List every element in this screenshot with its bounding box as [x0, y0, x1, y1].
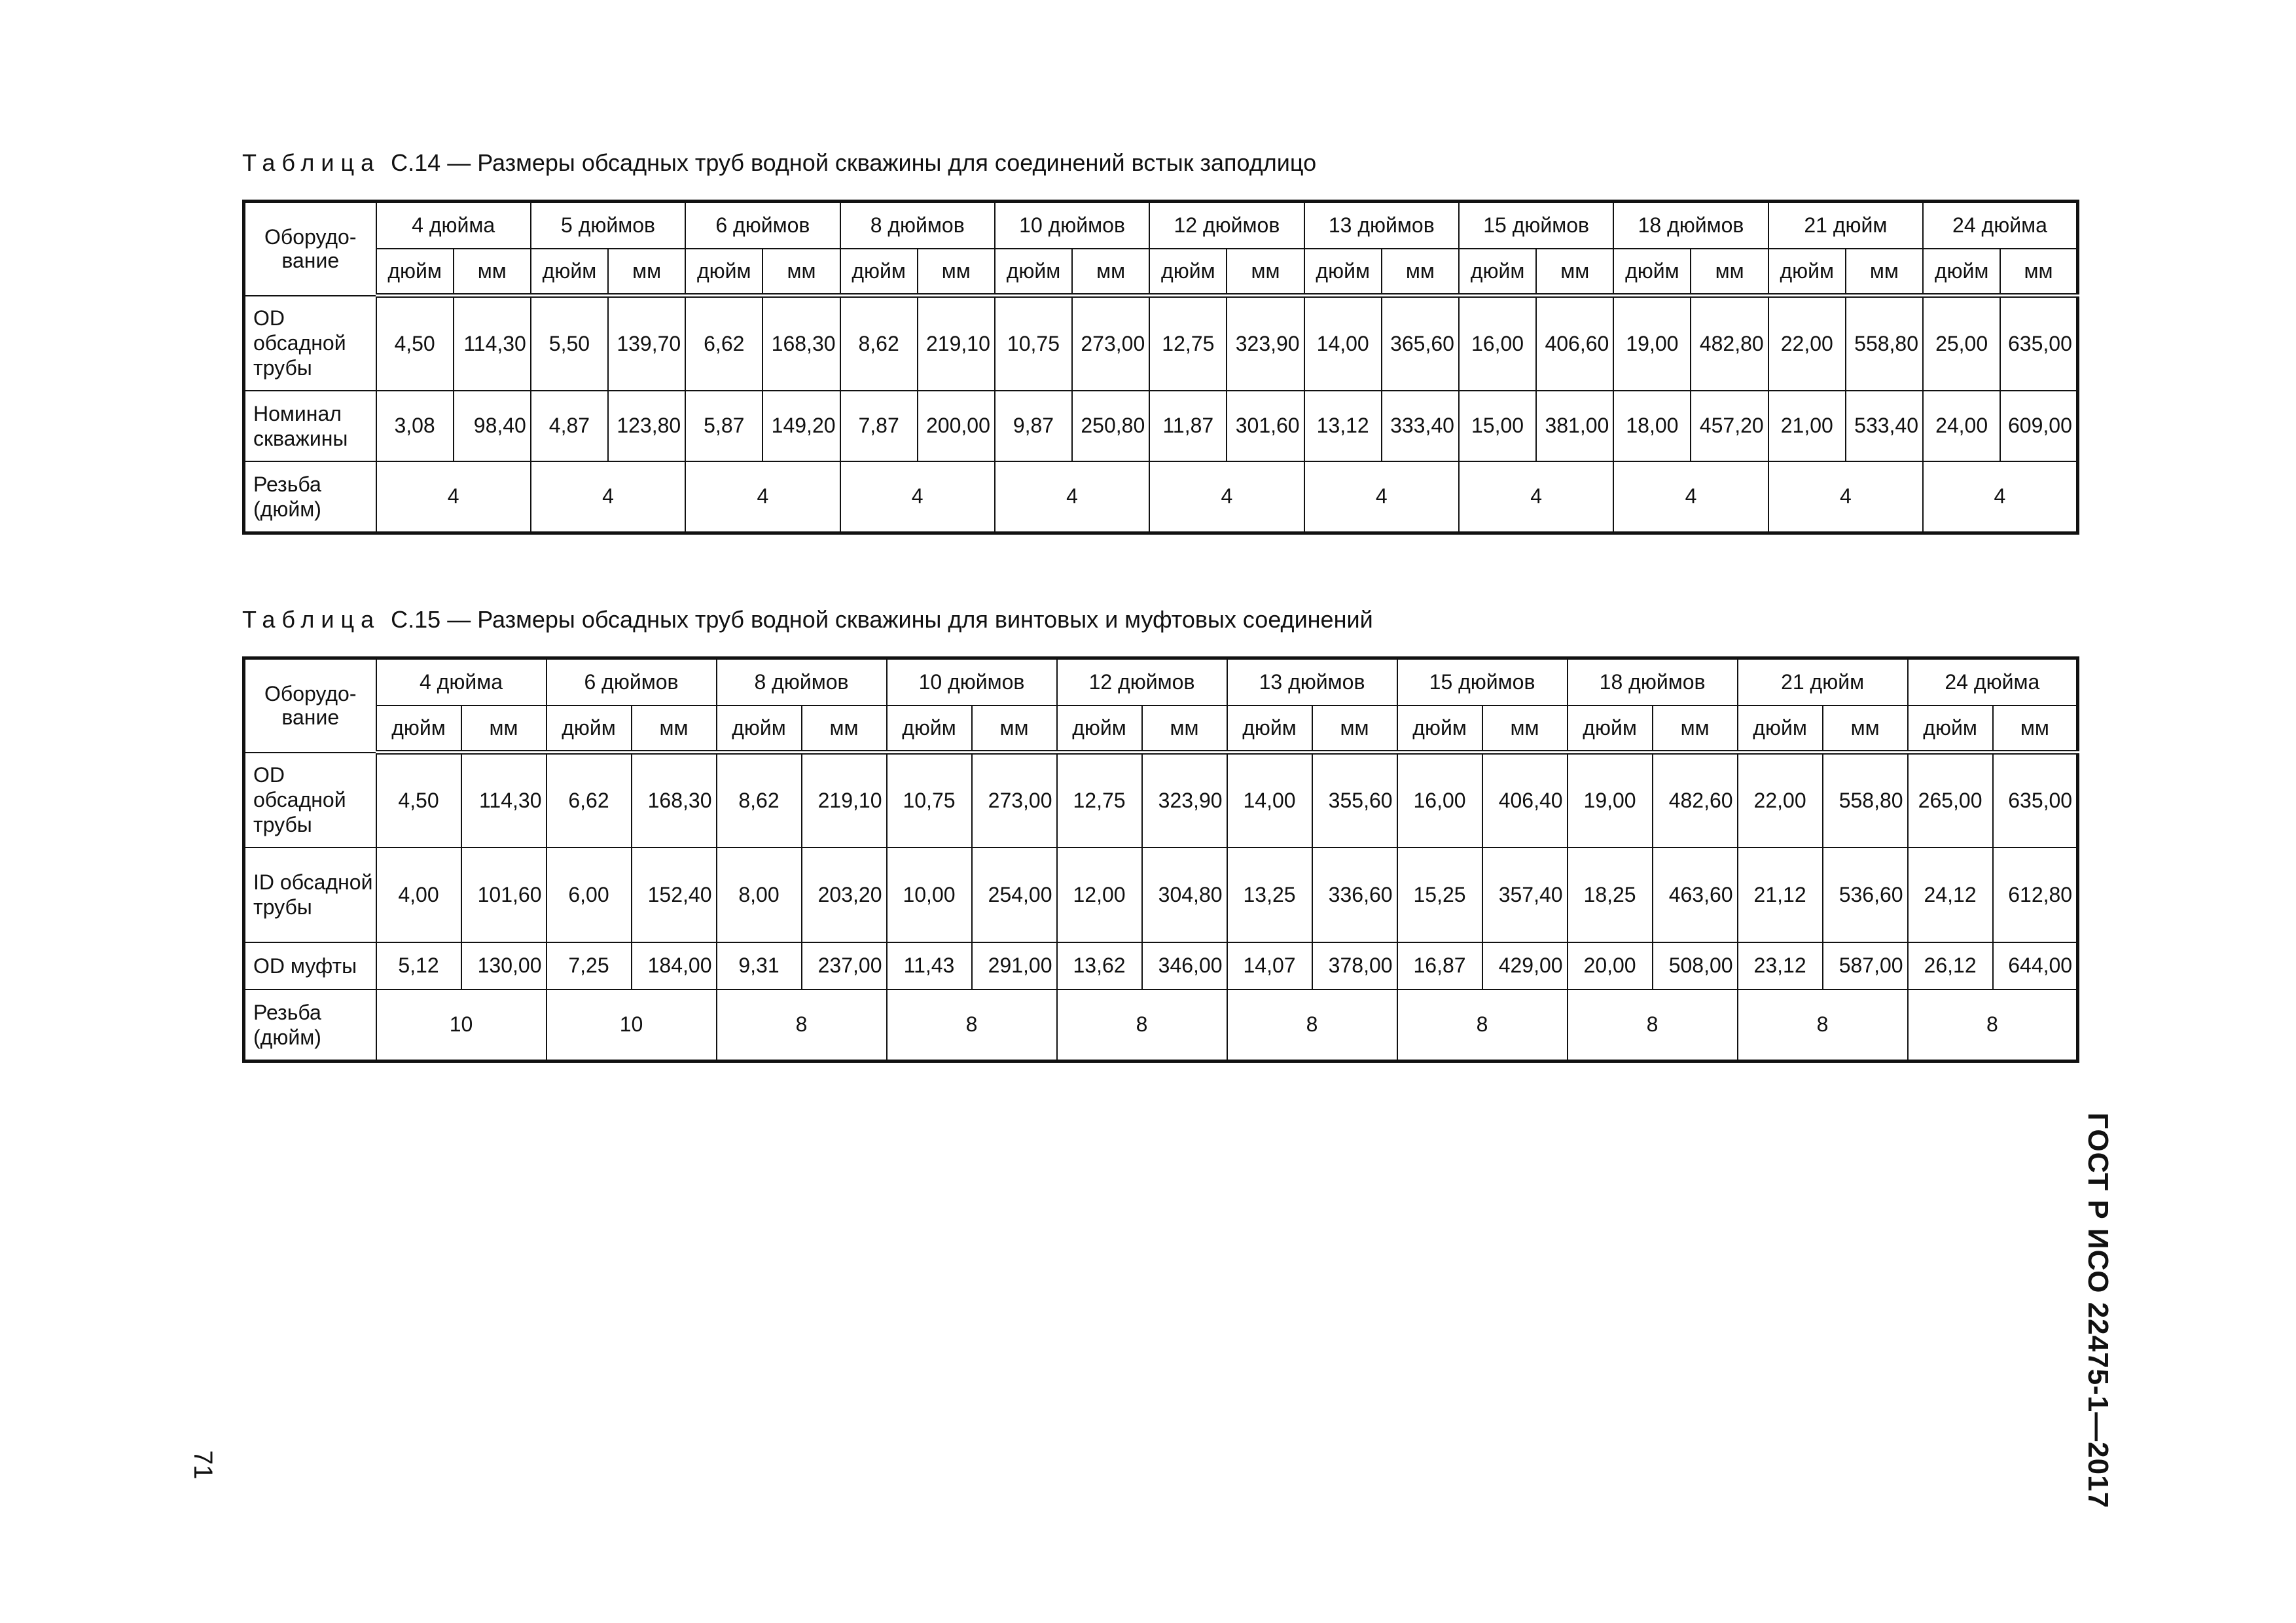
- table-cell: 4: [1149, 461, 1304, 533]
- size-header: 18 дюймов: [1568, 658, 1738, 705]
- table-cell: 15,00: [1459, 391, 1536, 461]
- unit-inch-header: дюйм: [1149, 249, 1227, 296]
- table-cell: 558,80: [1846, 296, 1923, 391]
- unit-mm-header: мм: [1382, 249, 1459, 296]
- table-cell: 8: [1057, 990, 1227, 1061]
- table-cell: 219,10: [802, 753, 887, 847]
- table-cell: 254,00: [972, 847, 1057, 942]
- table-cell: 323,90: [1142, 753, 1227, 847]
- table-cell: 357,40: [1482, 847, 1568, 942]
- unit-inch-header: дюйм: [1923, 249, 2000, 296]
- size-header: 10 дюймов: [887, 658, 1057, 705]
- table-cell: 10,00: [887, 847, 972, 942]
- table-cell: 184,00: [632, 942, 717, 990]
- unit-inch-header: дюйм: [1613, 249, 1691, 296]
- row-label: OD обсадной трубы: [244, 753, 376, 847]
- unit-inch-header: дюйм: [531, 249, 608, 296]
- unit-inch-header: дюйм: [1768, 249, 1846, 296]
- table-cell: 482,80: [1691, 296, 1768, 391]
- table-cell: 168,30: [632, 753, 717, 847]
- table-cell: 13,62: [1057, 942, 1142, 990]
- table-row: [244, 847, 2078, 942]
- table-cell: 203,20: [802, 847, 887, 942]
- table-cell: 26,12: [1908, 942, 1993, 990]
- table-cell: 23,12: [1738, 942, 1823, 990]
- table-14-caption-label: Таблица: [242, 149, 381, 176]
- unit-inch-header: дюйм: [1568, 705, 1653, 753]
- table-cell: 4,87: [531, 391, 608, 461]
- size-header: 6 дюймов: [685, 202, 840, 249]
- unit-mm-header: мм: [1536, 249, 1613, 296]
- size-header: 8 дюймов: [717, 658, 887, 705]
- table-cell: 4,50: [376, 296, 454, 391]
- table-cell: 130,00: [461, 942, 547, 990]
- table-cell: 355,60: [1312, 753, 1397, 847]
- table-cell: 4,50: [376, 753, 461, 847]
- table-15: [242, 656, 2079, 1063]
- table-cell: 4: [1923, 461, 2077, 533]
- table-row: [244, 461, 2078, 533]
- table-cell: 15,25: [1397, 847, 1482, 942]
- unit-mm-header: мм: [1482, 705, 1568, 753]
- size-header: 4 дюйма: [376, 658, 547, 705]
- table-cell: 6,62: [547, 753, 632, 847]
- size-header: 13 дюймов: [1304, 202, 1459, 249]
- unit-mm-header: мм: [918, 249, 995, 296]
- table-cell: 4: [531, 461, 685, 533]
- size-header: 24 дюйма: [1923, 202, 2077, 249]
- unit-mm-header: мм: [762, 249, 840, 296]
- table-14-caption-text: С.14 — Размеры обсадных труб водной скважины для соединений встык заподлицо: [391, 149, 1317, 176]
- table-cell: 25,00: [1923, 296, 2000, 391]
- size-header: 13 дюймов: [1227, 658, 1397, 705]
- table-cell: 333,40: [1382, 391, 1459, 461]
- table-cell: 8: [1908, 990, 2078, 1061]
- row-label: OD муфты: [244, 942, 376, 990]
- table-cell: 5,87: [685, 391, 762, 461]
- table-cell: 381,00: [1536, 391, 1613, 461]
- unit-mm-header: мм: [461, 705, 547, 753]
- table-cell: 149,20: [762, 391, 840, 461]
- size-header: 24 дюйма: [1908, 658, 2078, 705]
- table-cell: 16,00: [1397, 753, 1482, 847]
- unit-inch-header: дюйм: [1738, 705, 1823, 753]
- table-cell: 4: [1613, 461, 1768, 533]
- size-header: 15 дюймов: [1397, 658, 1568, 705]
- table-cell: 6,00: [547, 847, 632, 942]
- table-cell: 8: [887, 990, 1057, 1061]
- table-cell: 22,00: [1738, 753, 1823, 847]
- table-cell: 20,00: [1568, 942, 1653, 990]
- table-cell: 301,60: [1227, 391, 1304, 461]
- table-cell: 12,75: [1057, 753, 1142, 847]
- table-cell: 5,50: [531, 296, 608, 391]
- table-cell: 21,12: [1738, 847, 1823, 942]
- table-cell: 336,60: [1312, 847, 1397, 942]
- table-cell: 8: [717, 990, 887, 1061]
- unit-mm-header: мм: [1072, 249, 1149, 296]
- table-cell: 10: [547, 990, 717, 1061]
- table-cell: 6,62: [685, 296, 762, 391]
- size-header: 10 дюймов: [995, 202, 1149, 249]
- table-cell: 14,00: [1227, 753, 1312, 847]
- table-cell: 14,07: [1227, 942, 1312, 990]
- unit-inch-header: дюйм: [376, 249, 454, 296]
- unit-mm-header: мм: [802, 705, 887, 753]
- unit-mm-header: мм: [1993, 705, 2078, 753]
- unit-inch-header: дюйм: [887, 705, 972, 753]
- table-cell: 12,00: [1057, 847, 1142, 942]
- row-label: Резьба (дюйм): [244, 461, 376, 533]
- size-header: 6 дюймов: [547, 658, 717, 705]
- table-cell: 4: [376, 461, 531, 533]
- table-cell: 635,00: [1993, 753, 2078, 847]
- table-cell: 4: [1768, 461, 1923, 533]
- table-cell: 24,00: [1923, 391, 2000, 461]
- table-cell: 8,00: [717, 847, 802, 942]
- table-row: [244, 942, 2078, 990]
- table-cell: 16,87: [1397, 942, 1482, 990]
- table-cell: 8: [1568, 990, 1738, 1061]
- table-cell: 4: [840, 461, 995, 533]
- unit-mm-header: мм: [1142, 705, 1227, 753]
- unit-mm-header: мм: [632, 705, 717, 753]
- table-cell: 250,80: [1072, 391, 1149, 461]
- table-cell: 4: [995, 461, 1149, 533]
- table-cell: 21,00: [1768, 391, 1846, 461]
- table-cell: 19,00: [1568, 753, 1653, 847]
- table-cell: 13,12: [1304, 391, 1382, 461]
- table-cell: 101,60: [461, 847, 547, 942]
- table-15-caption-label: Таблица: [242, 606, 381, 633]
- table-cell: 11,43: [887, 942, 972, 990]
- table-cell: 8,62: [840, 296, 918, 391]
- unit-mm-header: мм: [1227, 249, 1304, 296]
- size-header: 18 дюймов: [1613, 202, 1768, 249]
- size-header: 5 дюймов: [531, 202, 685, 249]
- table-cell: 22,00: [1768, 296, 1846, 391]
- table-cell: 4,00: [376, 847, 461, 942]
- size-header: 8 дюймов: [840, 202, 995, 249]
- size-header: 12 дюймов: [1149, 202, 1304, 249]
- table-cell: 19,00: [1613, 296, 1691, 391]
- table-cell: 7,25: [547, 942, 632, 990]
- table-cell: 406,40: [1482, 753, 1568, 847]
- table-cell: 4: [685, 461, 840, 533]
- table-cell: 587,00: [1823, 942, 1908, 990]
- size-header: 21 дюйм: [1738, 658, 1908, 705]
- equipment-header: Оборудо-вание: [244, 658, 376, 753]
- table-cell: 12,75: [1149, 296, 1227, 391]
- table-cell: 219,10: [918, 296, 995, 391]
- table-14: [242, 200, 2079, 535]
- table-cell: 13,25: [1227, 847, 1312, 942]
- unit-inch-header: дюйм: [685, 249, 762, 296]
- page-number: 71: [188, 1450, 217, 1480]
- table-cell: 18,25: [1568, 847, 1653, 942]
- table-cell: 482,60: [1653, 753, 1738, 847]
- row-label: OD обсадной трубы: [244, 296, 376, 391]
- table-cell: 609,00: [2000, 391, 2077, 461]
- table-cell: 10,75: [995, 296, 1072, 391]
- table-cell: 9,31: [717, 942, 802, 990]
- unit-mm-header: мм: [1653, 705, 1738, 753]
- table-cell: 168,30: [762, 296, 840, 391]
- unit-mm-header: мм: [1312, 705, 1397, 753]
- unit-mm-header: мм: [2000, 249, 2077, 296]
- table-15-caption-text: С.15 — Размеры обсадных труб водной скважины для винтовых и муфтовых соединений: [391, 606, 1373, 633]
- table-cell: 457,20: [1691, 391, 1768, 461]
- table-cell: 536,60: [1823, 847, 1908, 942]
- table-cell: 16,00: [1459, 296, 1536, 391]
- row-label: Резьба (дюйм): [244, 990, 376, 1061]
- table-cell: 273,00: [972, 753, 1057, 847]
- table-cell: 9,87: [995, 391, 1072, 461]
- table-cell: 114,30: [461, 753, 547, 847]
- table-cell: 273,00: [1072, 296, 1149, 391]
- table-row: [244, 753, 2078, 847]
- table-cell: 8: [1738, 990, 1908, 1061]
- table-cell: 463,60: [1653, 847, 1738, 942]
- unit-inch-header: дюйм: [1057, 705, 1142, 753]
- size-header: 21 дюйм: [1768, 202, 1923, 249]
- table-cell: 4: [1304, 461, 1459, 533]
- table-cell: 24,12: [1908, 847, 1993, 942]
- table-cell: 508,00: [1653, 942, 1738, 990]
- table-row: [244, 296, 2078, 391]
- table-cell: 429,00: [1482, 942, 1568, 990]
- unit-mm-header: мм: [972, 705, 1057, 753]
- table-cell: 533,40: [1846, 391, 1923, 461]
- unit-mm-header: мм: [608, 249, 685, 296]
- table-cell: 304,80: [1142, 847, 1227, 942]
- table-cell: 7,87: [840, 391, 918, 461]
- table-cell: 644,00: [1993, 942, 2078, 990]
- table-cell: 3,08: [376, 391, 454, 461]
- table-row: [244, 391, 2078, 461]
- table-cell: 291,00: [972, 942, 1057, 990]
- table-cell: 265,00: [1908, 753, 1993, 847]
- unit-inch-header: дюйм: [840, 249, 918, 296]
- unit-inch-header: дюйм: [1397, 705, 1482, 753]
- unit-mm-header: мм: [1691, 249, 1768, 296]
- table-cell: 346,00: [1142, 942, 1227, 990]
- row-label: ID обсадной трубы: [244, 847, 376, 942]
- table-cell: 11,87: [1149, 391, 1227, 461]
- size-header: 4 дюйма: [376, 202, 531, 249]
- table-cell: 406,60: [1536, 296, 1613, 391]
- table-cell: 18,00: [1613, 391, 1691, 461]
- table-14-caption: [242, 149, 1316, 177]
- unit-mm-header: мм: [454, 249, 531, 296]
- row-label: Номинал скважины: [244, 391, 376, 461]
- table-cell: 612,80: [1993, 847, 2078, 942]
- size-header: 15 дюймов: [1459, 202, 1613, 249]
- unit-inch-header: дюйм: [376, 705, 461, 753]
- table-cell: 5,12: [376, 942, 461, 990]
- unit-mm-header: мм: [1846, 249, 1923, 296]
- unit-inch-header: дюйм: [1304, 249, 1382, 296]
- unit-inch-header: дюйм: [1459, 249, 1536, 296]
- table-cell: 378,00: [1312, 942, 1397, 990]
- table-15-caption: [242, 606, 1373, 633]
- table-cell: 4: [1459, 461, 1613, 533]
- table-cell: 139,70: [608, 296, 685, 391]
- table-cell: 10,75: [887, 753, 972, 847]
- unit-inch-header: дюйм: [995, 249, 1072, 296]
- table-row: [244, 990, 2078, 1061]
- table-cell: 123,80: [608, 391, 685, 461]
- table-cell: 365,60: [1382, 296, 1459, 391]
- size-header: 12 дюймов: [1057, 658, 1227, 705]
- table-cell: 558,80: [1823, 753, 1908, 847]
- table-cell: 200,00: [918, 391, 995, 461]
- table-cell: 98,40: [454, 391, 531, 461]
- table-cell: 8: [1397, 990, 1568, 1061]
- table-cell: 152,40: [632, 847, 717, 942]
- table-cell: 114,30: [454, 296, 531, 391]
- table-cell: 10: [376, 990, 547, 1061]
- table-cell: 8: [1227, 990, 1397, 1061]
- table-cell: 237,00: [802, 942, 887, 990]
- unit-inch-header: дюйм: [717, 705, 802, 753]
- table-cell: 8,62: [717, 753, 802, 847]
- table-cell: 14,00: [1304, 296, 1382, 391]
- unit-inch-header: дюйм: [1908, 705, 1993, 753]
- equipment-header: Оборудо-вание: [244, 202, 376, 296]
- unit-inch-header: дюйм: [1227, 705, 1312, 753]
- table-cell: 323,90: [1227, 296, 1304, 391]
- unit-inch-header: дюйм: [547, 705, 632, 753]
- unit-mm-header: мм: [1823, 705, 1908, 753]
- table-cell: 635,00: [2000, 296, 2077, 391]
- document-title: ГОСТ Р ИСО 22475-1—2017: [2082, 1113, 2114, 1509]
